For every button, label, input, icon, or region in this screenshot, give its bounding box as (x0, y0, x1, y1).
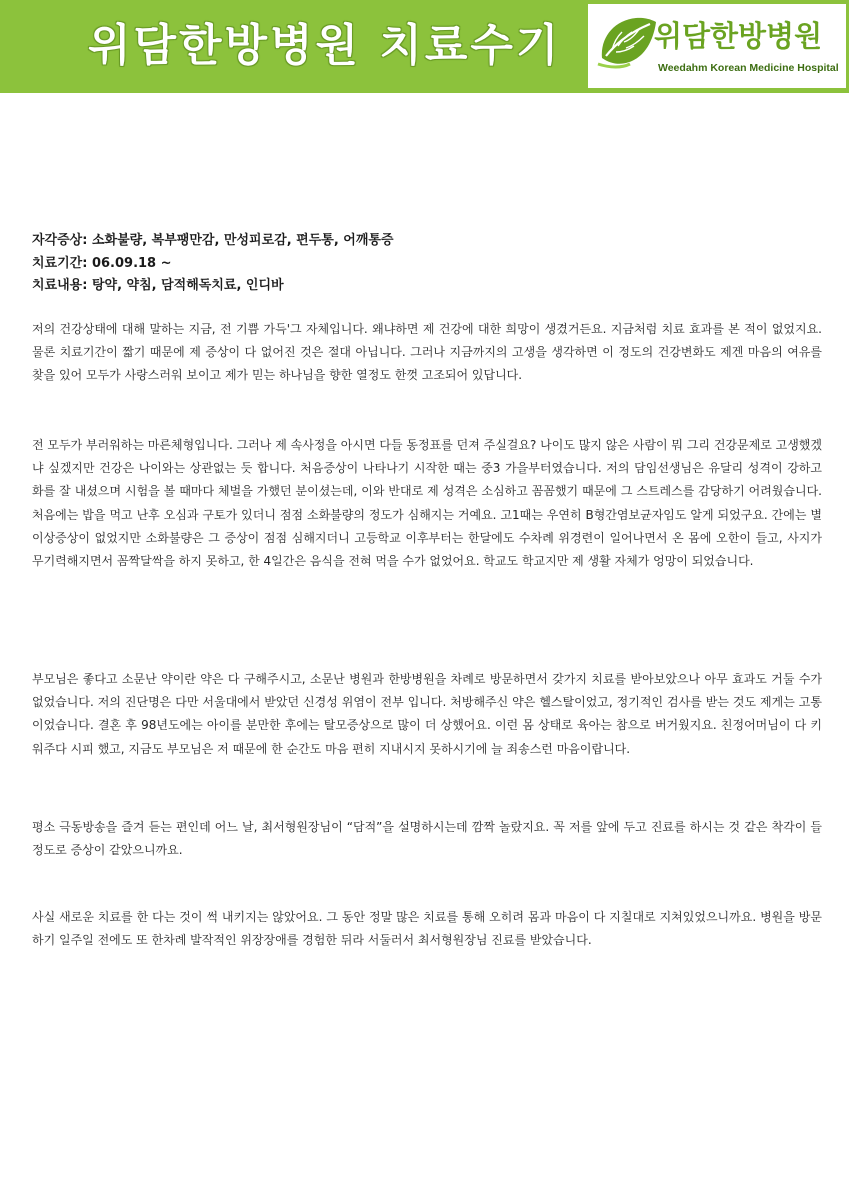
summary-period: 치료기간: 06.09.18 ~ (32, 255, 172, 271)
logo-subtitle: Weedahm Korean Medicine Hospital (658, 62, 839, 74)
paragraph-first-visit: 사실 새로운 치료를 한 다는 것이 썩 내키지는 않았어요. 그 동안 정말 많은 치료를 통해 오히려 몸과 마음이 다 지칠대로 지쳐있었으니까요. 병원을 방문하기 일주일 전에도 또 한차례 발작적인 위장장애를 경험한 뒤라 서둘러서 최서형원장님 진료를 받았습니다. (32, 910, 822, 948)
hospital-logo (588, 4, 846, 88)
page-title: 위담한방병원 치료수기 (88, 20, 562, 71)
summary-treatment: 치료내용: 탕약, 약침, 담적해독치료, 인디바 (32, 278, 284, 293)
paragraph-current-health: 저의 건강상태에 대해 말하는 지금, 전 기쁨 가득'그 자체입니다. 왜냐하면 제 건강에 대한 희망이 생겼거든요. 지금처럼 치료 효과를 본 적이 없었지요. 물론 치료기간이 짧기 때문에 제 증상이 다 없어진 것은 절대 아닙니다. 그러나 지금까지의 고생을 생각하면 이 정도의 건강변화도 제겐 마음의 여유를 찾을 있어 모두가 사랑스러워 보이고 제가 믿는 하나님을 향한 열정도 한껏 고조되어 있답니다. (32, 322, 822, 383)
treatment-summary (32, 230, 822, 298)
paragraph-symptom-history: 전 모두가 부러워하는 마른체형입니다. 그러나 제 속사정을 아시면 다들 동정표를 던져 주실걸요? 나이도 많지 않은 사람이 뭐 그리 건강문제로 고생했겠냐 싶겠지만 건강은 나이와는 상관없는 듯 합니다. 처음증상이 나타나기 시작한 때는 중3 가을부터였습니다. 저의 담임선생님은 유달리 성격이 강하고 화를 잘 내셨으며 시험을 볼 때마다 체벌을 가했던 분이셨는데, 이와 반대로 제 성격은 소심하고 꼼꼼했기 때문에 그 스트레스를 감당하기 어려웠습니다. 처음에는 밥을 먹고 난후 오심과 구토가 있더니 점점 소화불량의 정도가 심해지는 거예요. 고1때는 우연히 B형간염보균자임도 알게 되었구요. 간에는 별 이상증상이 없었지만 소화불량은 그 증상이 점점 심해지더니 고등학교 이후부터는 한달에도 수차례 위경련이 일어나면서 온 몸에 오한이 들고, 사지가 무기력해지면서 꼼짝달싹을 하지 못하고, 한 4일간은 음식을 전혀 먹을 수가 없었어요. 학교도 학교지만 제 생활 자체가 엉망이 되었습니다. (32, 438, 822, 569)
leaf-logo-icon (596, 12, 660, 76)
header-banner (0, 0, 849, 93)
logo-name: 위담한방병원 (654, 19, 823, 53)
paragraph-past-treatments: 부모님은 좋다고 소문난 약이란 약은 다 구해주시고, 소문난 병원과 한방병원을 차례로 방문하면서 갖가지 치료를 받아보았으나 아무 효과도 거둘 수가 없었습니다. 저의 진단명은 다만 서울대에서 받았던 신경성 위염이 전부 입니다. 처방해주신 약은 헬스탈이었고, 정기적인 검사를 받는 것도 제게는 고통이었습니다. 결혼 후 98년도에는 아이를 분만한 후에는 탈모증상으로 많이 더 상했어요. 이런 몸 상태로 육아는 참으로 버거웠지요. 친정어머님이 다 키워주다 시피 했고, 지금도 부모님은 저 때문에 한 순간도 마음 편히 지내시지 못하시기에 늘 죄송스런 마음이랍니다. (32, 672, 822, 756)
summary-symptoms: 자각증상: 소화불량, 복부팽만감, 만성피로감, 편두통, 어깨통증 (32, 233, 394, 248)
paragraph-radio-discovery: 평소 극동방송을 즐겨 듣는 편인데 어느 날, 최서형원장님이 “담적”을 설명하시는데 깜짝 놀랐지요. 꼭 저를 앞에 두고 진료를 하시는 것 같은 착각이 들 정도로 증상이 같았으니까요. (32, 820, 822, 858)
